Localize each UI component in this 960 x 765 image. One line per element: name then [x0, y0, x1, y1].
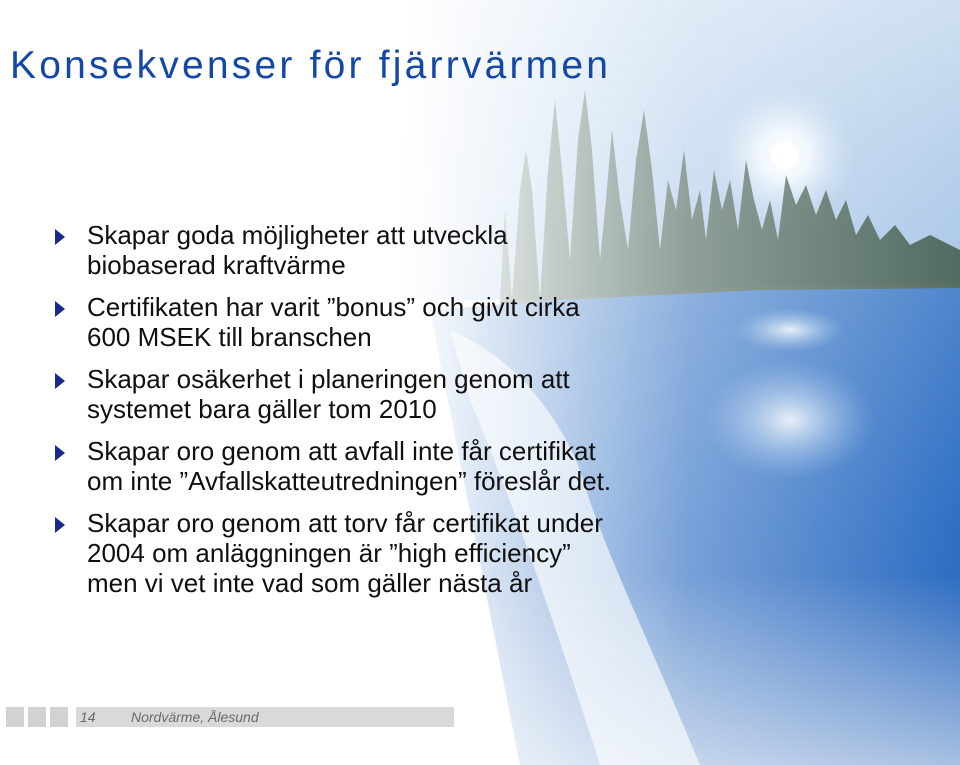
bullet-text-line: 2004 om anläggningen är ”high efficiency”	[87, 538, 571, 568]
footer-decor-square	[50, 707, 68, 727]
bullet-text-line: 600 MSEK till branschen	[87, 322, 372, 352]
triangle-right-icon	[55, 301, 65, 317]
bullet-text-line: om inte ”Avfallskatteutredningen” föreslår det.	[87, 466, 612, 496]
page-number: 14	[80, 709, 96, 725]
bullet-item	[53, 220, 773, 280]
bullet-text-line: Certifikaten har varit ”bonus” och givit cirka	[87, 292, 580, 322]
bullet-item	[53, 436, 773, 496]
slide-title: Konsekvenser för fjärrvärmen	[10, 44, 612, 87]
triangle-right-icon	[55, 445, 65, 461]
bullet-text-line: Skapar goda möjligheter att utveckla	[87, 220, 508, 250]
bullet-text-line: biobaserad kraftvärme	[87, 250, 346, 280]
triangle-right-icon	[55, 229, 65, 245]
bullet-item	[53, 508, 773, 598]
footer-decor-square	[28, 707, 46, 727]
bullet-text-line: men vi vet inte vad som gäller nästa år	[87, 568, 533, 598]
slide-footer	[0, 707, 960, 729]
triangle-right-icon	[55, 373, 65, 389]
bullet-item	[53, 292, 773, 352]
triangle-right-icon	[55, 517, 65, 533]
bullet-list	[53, 220, 773, 610]
footer-decor-square	[6, 707, 24, 727]
bullet-text-line: Skapar oro genom att avfall inte får certifikat	[87, 436, 596, 466]
bullet-text-line: Skapar oro genom att torv får certifikat under	[87, 508, 603, 538]
bullet-text-line: Skapar osäkerhet i planeringen genom att	[87, 364, 570, 394]
footer-organization: Nordvärme, Ålesund	[131, 709, 259, 725]
bullet-item	[53, 364, 773, 424]
bullet-text-line: systemet bara gäller tom 2010	[87, 394, 437, 424]
